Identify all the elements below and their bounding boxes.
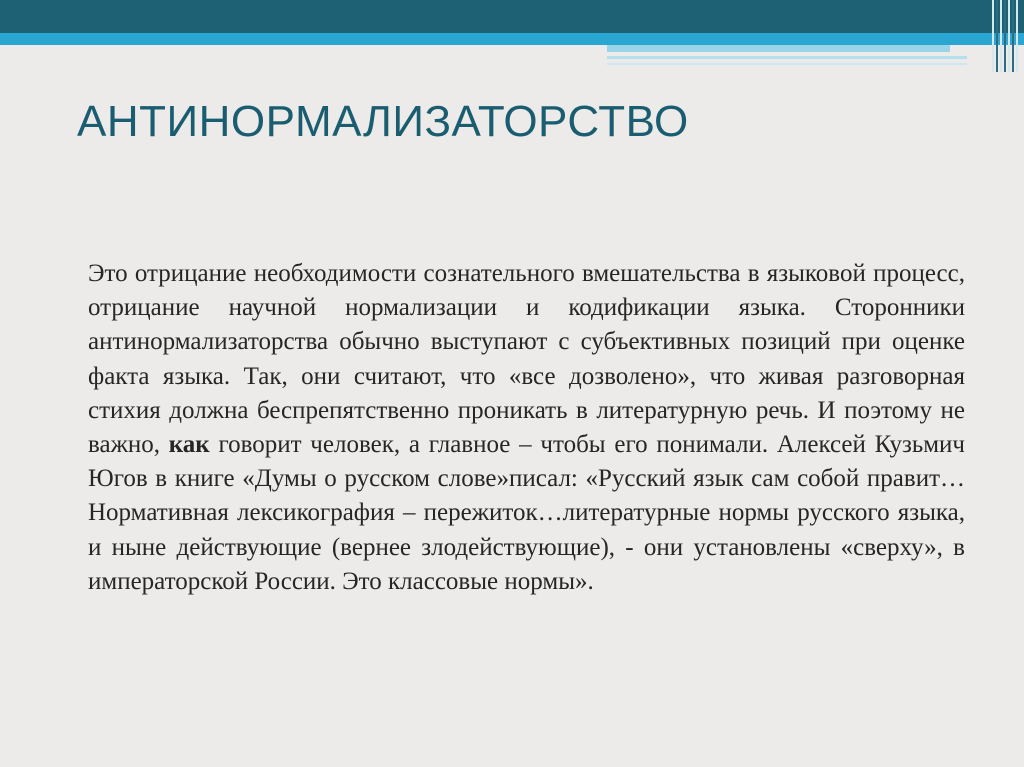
- header-light-stripe: [607, 56, 967, 59]
- header-dark-bar: [0, 0, 1024, 33]
- emphasized-word: как: [168, 431, 210, 459]
- paragraph-tail: говорит человек, а главное – чтобы его понимали. Алексей Кузьмич Югов в книге «Думы о русском слове»писал: «Русский язык сам собой правит…Нормативная лексикография – пережиток…литературные нормы русского языка, и ныне действующие (вернее злодействующие), - они установлены «сверху», в императорской России. Это классовые нормы».: [88, 431, 965, 595]
- header-light-stripe: [607, 45, 950, 52]
- header-accent-bar: [0, 33, 1024, 45]
- paragraph-lead: Это отрицание необходимости сознательного вмешательства в языковой процесс, отрицание научной нормализации и кодификации языка. Сторонники антинормализаторства обычно выступают с субъективных позиций при оценке факта языка. Так, они считают, что «все дозволено», что живая разговорная стихия должна беспрепятственно проникать в литературную речь. И поэтому не важно,: [88, 260, 965, 459]
- slide-title: АНТИНОРМАЛИЗАТОРСТВО: [77, 97, 689, 146]
- header-light-stripe: [607, 63, 967, 65]
- corner-stripes: [990, 0, 1024, 72]
- body-paragraph: [88, 257, 965, 599]
